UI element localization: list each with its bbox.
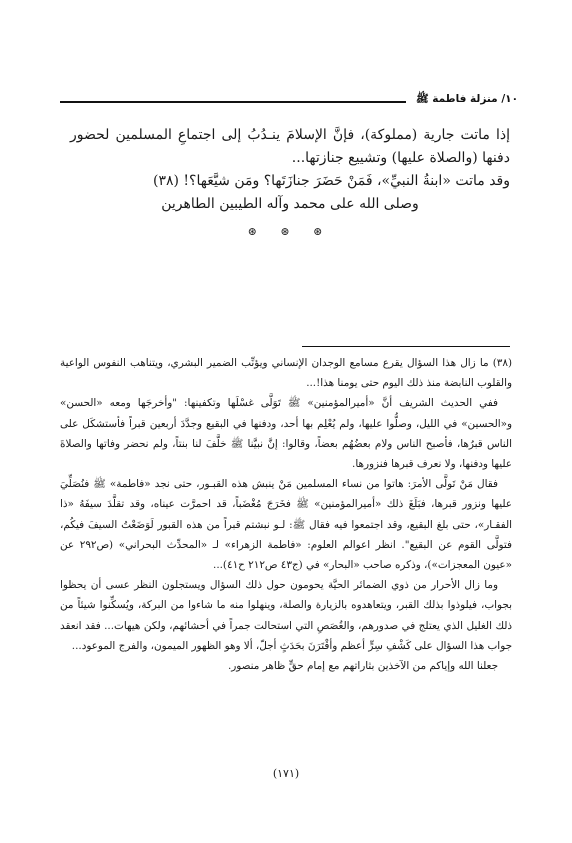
- main-text: [70, 124, 510, 243]
- closing-blessing: وصلى الله على محمد وآله الطيبين الطاهرين: [161, 196, 419, 212]
- running-header: [60, 94, 518, 110]
- header-label: ١٠/ منزلة فاطمة ﷺ: [415, 93, 518, 105]
- page-number: (١٧١): [272, 767, 300, 780]
- section-ornament: ⊛ ⊛ ⊛: [247, 225, 333, 238]
- footnote-separator: [302, 346, 510, 347]
- footnote-paragraph: جعلنا الله وإياكم من الآخذين بثاراتهم مع إمام حقٍّ ظاهر منصور.: [227, 660, 498, 673]
- footnotes: [60, 353, 512, 676]
- footnote-paragraph: (٣٨) ما زال هذا السؤال يقرع مسامع الوجدان الإنساني ويؤنِّب الضمير البشري، ويتناهب النفوس الواعية والقلوب النابضة منذ ذلك اليوم حتى يومنا هذا!...: [60, 357, 512, 390]
- footnote-paragraph: وما زال الأحرار من ذوي الضمائر الحيَّة يحومون حول ذلك السؤال ويستجلون النظر عسى أن يحظوا بجواب، فيلوذوا بذلك القبر، ويتعاهدوه بالزيارة والصلة، وينهلوا منه ما شاءوا من البركة، ويُسكِّنوا شيئاً من ذلك الغليل الذي يعتلج في صدورهم، والغُصَصِ التي استحالت جمراً في أحشائهم، ولكن هيهات... فقد انعقد جواب هذا السؤال على كَشْفِ سِرٍّ أعظم وأقْتَرَنَ بحَدَثٍ أجلّ، ألا وهو الظهور الميمون، والفرج الموعود...: [60, 579, 512, 652]
- footnote-paragraph: فقال مَنْ تَولَّى الأمرَ: هاتوا من نساء المسلمين مَنْ ينبش هذه القبـور، حتى نجد «فاطمة» ﷺ فنُصَلِّيَ عليها ونزور قبرها، فبَلَغَ ذلك «أميرالمؤمنين» ﷺ فخَرَجَ مُغْضَباً، قد احمرَّت عيناه، وقد تقلَّدَ سيفَهُ «ذا الفقـار»، حتى بلغ البقيع، وقد اجتمعوا فيه فقال ﷺ: لـو نبشتم قبراً من هذه القبور لَوَضَعْتُ السيفَ فيكُم، فتولَّى القوم عن البقيع". انظر اعوالم العلوم: «فاطمة الزهراء» لـ «المحدِّث البحراني» (ص٢٩٢ عن «عيون المعجزات»)، وذكره صاحب «البحار» في (ج٤٣ ص٢١٢ ح٤١)...: [60, 478, 512, 572]
- header-rule: [60, 101, 406, 103]
- main-paragraph: إذا ماتت جارية (مملوكة)، فإنَّ الإسلامَ ينـدُبُ إلى اجتماعِ المسلمين لحضور دفنها (والصلاة عليها) وتشييع جنازتها...: [70, 127, 510, 166]
- footnote-paragraph: ففي الحديث الشريف أنَّ «أميرالمؤمنين» ﷺ تَوَلَّى غسْلَها وتكفينها: "وأخرجَها ومعه «الحسن» و«الحسين» في الليل، وصلُّوا عليها، ولم يُعْلِم بها أحد، ودفنها في البقيع وجدَّدَ أربعين قبراً فأستشكَل على الناس قبرُها، فأصبح الناس ولام بعضُهُم بعضاً، وقالوا: إنَّ نبيَّنا ﷺ خلَّفَ لنا بنتاً، ولم نحضر وفاتها والصلاةَ عليها ودفنها، ولا نعرف قبرها فنزورها.: [60, 397, 512, 471]
- main-paragraph: وقد ماتت «ابنةُ النبيِّ»، فَمَنْ حَضَرَ جنازَتَها؟ ومَن شيَّعَها؟! (٣٨): [153, 173, 510, 189]
